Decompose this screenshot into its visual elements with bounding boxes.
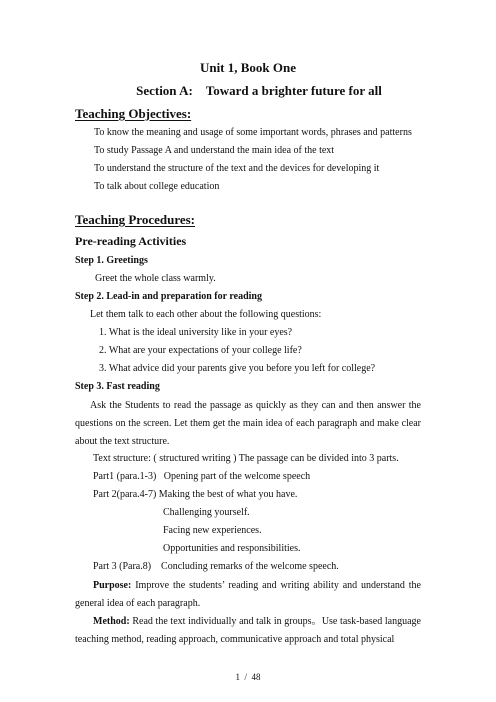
objective-item: To understand the structure of the text and the devices for developing it xyxy=(94,163,380,174)
step3-paragraph: Ask the Students to read the passage as quickly as they can and then answer the questions on the screen. Let them get the main idea of each paragraph and make clear about the text structure. xyxy=(75,400,421,447)
page-number: 1 / 48 xyxy=(235,672,261,682)
step2-question: 3. What advice did your parents give you before you left for college? xyxy=(99,363,376,374)
method-label: Method: xyxy=(93,616,130,627)
objective-item: To know the meaning and usage of some important words, phrases and patterns xyxy=(94,127,412,138)
procedures-heading: Teaching Procedures: xyxy=(75,212,196,227)
structure-intro: Text structure: ( structured writing ) The passage can be divided into 3 parts. xyxy=(93,453,399,464)
step2-title: Step 2. Lead-in and preparation for reading xyxy=(75,291,262,302)
step2-question: 1. What is the ideal university like in your eyes? xyxy=(99,327,293,338)
step1-text: Greet the whole class warmly. xyxy=(95,273,216,284)
section-title: Section A: Toward a brighter future for all xyxy=(136,83,382,98)
method-paragraph xyxy=(75,613,421,649)
part2-item: Challenging yourself. xyxy=(163,507,250,518)
step2-intro: Let them talk to each other about the following questions: xyxy=(90,309,322,320)
part1-line: Part1 (para.1-3) Opening part of the welcome speech xyxy=(93,471,311,482)
step2-question: 2. What are your expectations of your college life? xyxy=(99,345,302,356)
part2-line: Part 2(para.4-7) Making the best of what you have. xyxy=(93,489,298,500)
part2-item: Opportunities and responsibilities. xyxy=(163,543,301,554)
purpose-paragraph xyxy=(75,577,421,613)
objective-item: To study Passage A and understand the main idea of the text xyxy=(94,145,335,156)
pre-reading-heading: Pre-reading Activities xyxy=(75,234,187,248)
document-title: Unit 1, Book One xyxy=(199,60,297,75)
part2-item: Facing new experiences. xyxy=(163,525,262,536)
objectives-heading: Teaching Objectives: xyxy=(75,106,192,121)
purpose-label: Purpose: xyxy=(93,580,132,591)
objective-item: To talk about college education xyxy=(94,181,220,192)
step3-title: Step 3. Fast reading xyxy=(75,381,160,392)
purpose-text: Improve the students’ reading and writing ability and understand the general idea of each paragraph. xyxy=(75,580,421,609)
method-text: Read the text individually and talk in groups。Use task-based language teaching method, reading approach, communicative approach and total physical xyxy=(75,616,421,645)
step1-title: Step 1. Greetings xyxy=(75,255,148,266)
part3-line: Part 3 (Para.8) Concluding remarks of the welcome speech. xyxy=(93,561,339,572)
